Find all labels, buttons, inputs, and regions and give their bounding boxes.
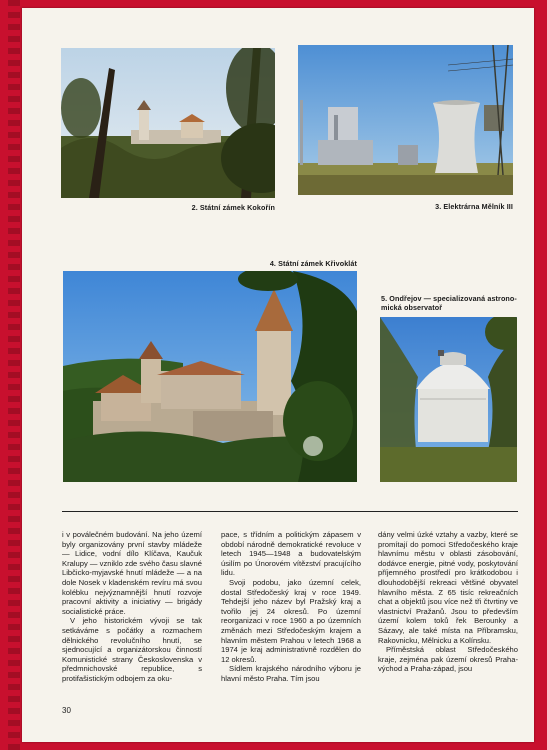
- text-column-2: [221, 530, 361, 684]
- photo-kokorin: [61, 48, 275, 198]
- paragraph: dány velmi úzké vztahy a vazby, které se promítají do pomoci Středočeského kraje hlavnímu městu v oblasti zásobování, dodávce energie, pitné vody, poskytování příjemného prostředí pro krátkodobou i dlouhodobější rekreaci většiné obyvatel hlavního města. Z 65 tisíc rekreačních chat a objektů jsou více než tři čtvrtiny ve vlastnictví Pražanů. Jsou to především území kolem toků řek Berounky a Sázavy, ale také místa na Příbramsku, Rakovnicku, Mělnicku a Kolínsku.: [378, 530, 518, 645]
- paragraph: Svoji podobu, jako územní celek, dostal Středočeský kraj v roce 1949. Tehdejší jeho název byl Pražský kraj a tvořilo jej 24 okresů. Po územní reorganizaci v roce 1960 a po územních změnách mezi Středočeským krajem a hlavním městem Prahou v letech 1968 a 1974 je kraj administrativně rozdělen do 12 okresů.: [221, 577, 361, 664]
- paragraph: i v poválečném budování. Na jeho území byly organizovány první stavby mládeže — Lidice, vodní dílo Klíčava, Kaučuk Kralupy — vzniklo zde svého času slavné Libčicko-myjavské hnutí mládeže — a na dole Nosek v kladenském revíru má svou kolébku nejvýznamnější hnutí rozvoje pracovní aktivity a iniciativy — brigády socialistické práce.: [62, 530, 202, 616]
- caption-melnik: 3. Elektrárna Mělník III: [435, 202, 513, 211]
- photo-melnik: [298, 45, 513, 195]
- photo-krivoklat: [63, 271, 357, 482]
- section-divider: [62, 511, 518, 512]
- paragraph: Příměstská oblast Středočeského kraje, zejména pak území okresů Praha-východ a Praha-západ, jsou: [378, 645, 518, 674]
- caption-krivoklat: 4. Státní zámek Křivoklát: [269, 259, 357, 268]
- paragraph: V jeho historickém vývoji se tak setkáváme s počátky a rozmachem dělnického revolučního hnutí, se sjednocující a organizátorskou činností Komunistické strany Československa v předmnichovské republice, s protifašistickým odbojem za oku-: [62, 616, 202, 683]
- caption-ondrejov: [381, 294, 517, 312]
- page-number: 30: [62, 706, 71, 715]
- paragraph: pace, s třídním a politickým zápasem v období národně demokratické revoluce v letech 1945—1948 a budovatelským úsilím po Únorovém vítězství pracujícího lidu.: [221, 530, 361, 578]
- paragraph: Sídlem krajského národního výboru je hlavní město Praha. Tím jsou: [221, 664, 361, 683]
- text-column-3: [378, 530, 518, 674]
- caption-kokorin: 2. Státní zámek Kokořín: [191, 203, 275, 212]
- caption-ondrejov-line2: mická observatoř: [381, 303, 443, 312]
- photo-ondrejov: [380, 317, 517, 482]
- text-column-1: [62, 530, 202, 684]
- book-edge-strip: [8, 0, 20, 750]
- caption-ondrejov-line1: 5. Ondřejov — specializovaná astrono-: [381, 294, 517, 303]
